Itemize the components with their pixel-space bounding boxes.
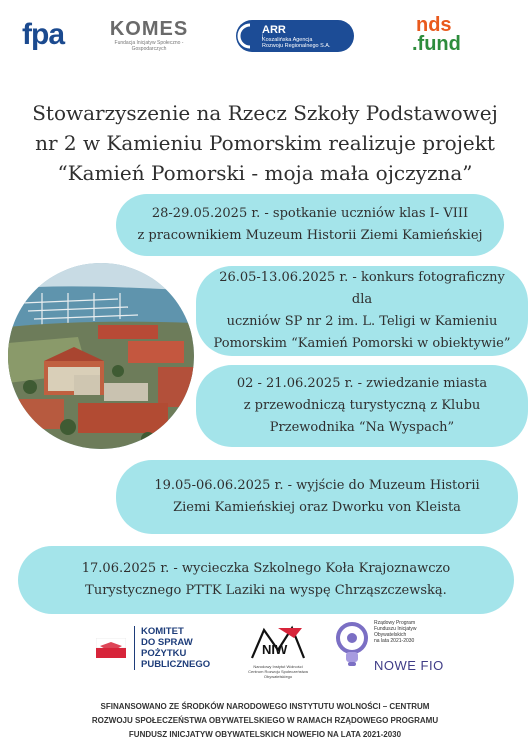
arr-logo-line1: Koszalińska Agencja (262, 37, 313, 43)
footer-line-3: FUNDUSZ INICJATYW OBYWATELSKICH NOWEFIO NA LATA 2021-2030 (128, 730, 402, 739)
event-1-line1: 28-29.05.2025 r. - spotkanie uczniów klas I- VIII (151, 206, 469, 221)
event-pill-2 (196, 266, 528, 356)
fio-name: NOWE FIO (374, 658, 444, 673)
town-aerial-photo (8, 263, 194, 449)
nds-logo-top: nds (416, 14, 452, 36)
event-2-line3: Pomorskim “Kamień Pomorski w obiektywie” (213, 336, 511, 351)
event-pill-1 (116, 194, 504, 256)
nowe-fio-logo (334, 618, 454, 674)
fpa-logo-text: fpa (22, 18, 64, 51)
event-3-line3: Przewodnika “Na Wyspach” (269, 420, 455, 435)
komes-logo-tagline: Fundacja Inicjatyw Społeczno - Gospodarczych (114, 40, 184, 52)
fio-small-1: Rządowy Program (374, 620, 416, 626)
arr-logo-line2: Rozwoju Regionalnego S.A. (262, 43, 331, 49)
fio-small-text (374, 620, 417, 644)
event-2-line2: uczniów SP nr 2 im. L. Teligi w Kamieniu (226, 314, 498, 329)
fio-small-3: Obywatelskich (374, 632, 407, 638)
lightbulb-icon (334, 622, 370, 670)
funding-footer (60, 700, 470, 742)
event-4-line1: 19.05-06.06.2025 r. - wyjście do Muzeum Historii (154, 478, 480, 493)
kdspp-line1: KOMITET (141, 626, 184, 637)
niw-caption-2: Centrum Rozwoju Społeczeństwa Obywatelskiego (248, 669, 308, 679)
niw-caption-1: Narodowy Instytut Wolności (253, 664, 303, 669)
event-3-line1: 02 - 21.06.2025 r. - zwiedzanie miasta (236, 376, 488, 391)
event-5-line1: 17.06.2025 r. - wycieczka Szkolnego Koła Krajoznawczo (81, 561, 451, 576)
komes-logo-text: KOMES (109, 18, 189, 40)
arr-logo-short: ARR (262, 24, 286, 36)
fpa-logo (22, 18, 66, 54)
event-pill-3 (196, 365, 528, 447)
kdspp-line2: DO SPRAW (141, 637, 193, 648)
polish-eagle-icon (96, 638, 126, 658)
fio-small-2: Funduszu Inicjatyw (374, 626, 417, 632)
kdspp-line3: POŻYTKU (141, 648, 187, 659)
event-4-line2: Ziemi Kamieńskiej oraz Dworku von Kleista (173, 500, 461, 515)
event-2-line1: 26.05-13.06.2025 r. - konkurs fotograficzny dla (219, 270, 505, 307)
kdspp-line4: PUBLICZNEGO (141, 659, 211, 670)
event-pill-4 (116, 460, 518, 534)
page-title: Stowarzyszenie na Rzecz Szkoły Podstawowej nr 2 w Kamieniu Pomorskim realizuje projekt “Kamień Pomorski - moja mała ojczyzna” (32, 101, 498, 185)
nds-logo-bottom: .fund (412, 33, 461, 55)
niw-mark: NIW (262, 642, 288, 657)
footer-line-1: SFINANSOWANO ZE ŚRODKÓW NARODOWEGO INSTYTUTU WOLNOŚCI – CENTRUM (100, 702, 430, 711)
komes-logo (106, 18, 192, 54)
kdspp-logo (96, 626, 222, 672)
event-1-line2: z pracownikiem Muzeum Historii Ziemi Kamieńskiej (137, 228, 483, 243)
kdspp-logo-text (134, 626, 210, 670)
event-3-line2: z przewodniczą turystyczną z Klubu (243, 398, 481, 413)
niw-logo (248, 624, 308, 679)
footer-line-2: ROZWOJU SPOŁECZEŃSTWA OBYWATELSKIEGO W RAMACH RZĄDOWEGO PROGRAMU (91, 716, 439, 725)
event-pill-5 (18, 546, 514, 614)
arr-logo (236, 20, 354, 52)
nds-fund-logo (412, 16, 502, 56)
fio-small-4: na lata 2021-2030 (374, 638, 415, 644)
event-5-line2: Turystycznego PTTK Laziki na wyspę Chrząszczewską. (85, 583, 447, 598)
